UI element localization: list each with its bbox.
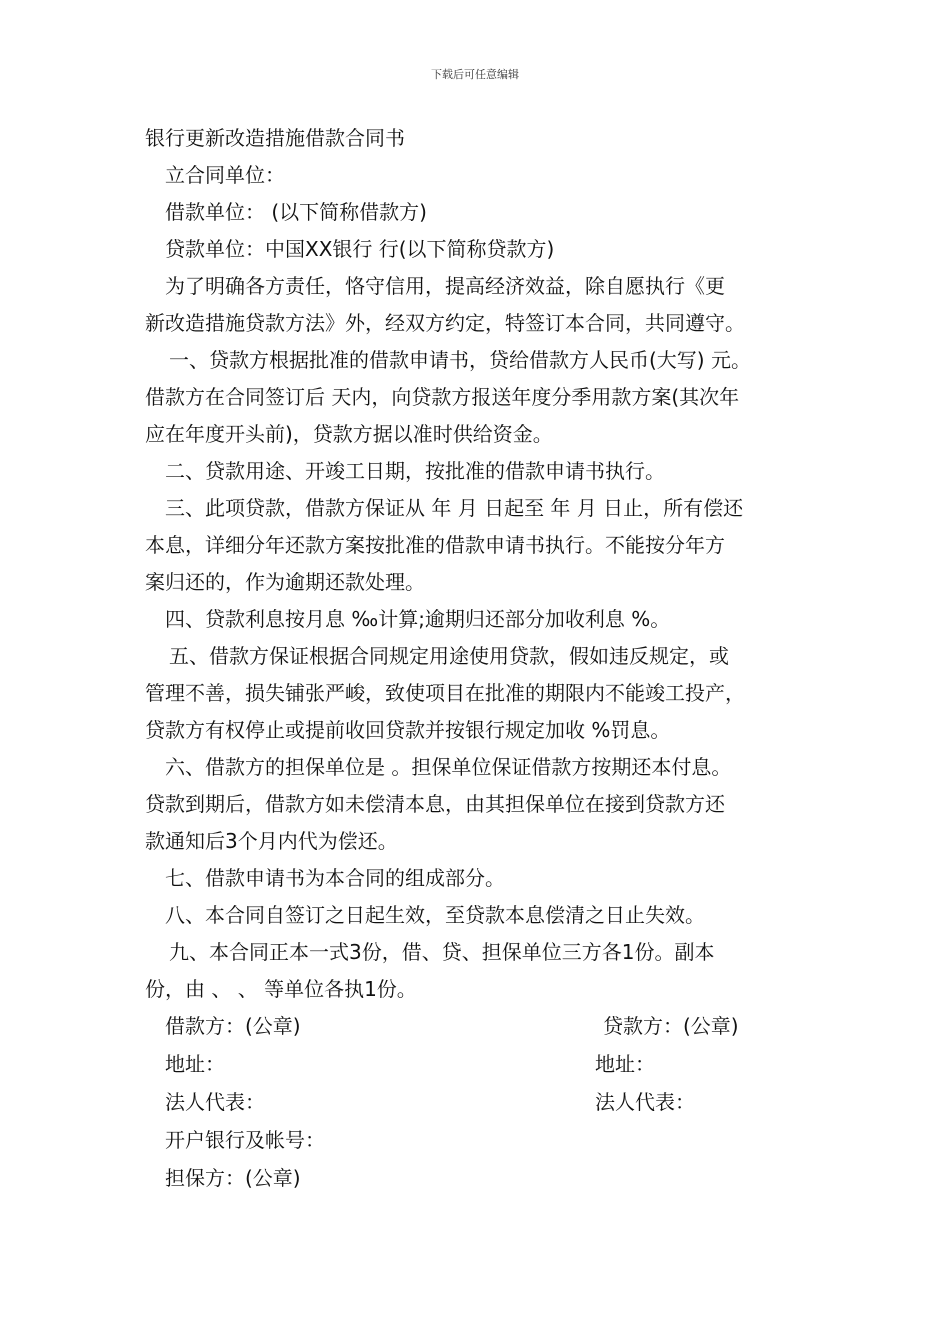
- clause-6: [145, 749, 810, 860]
- paragraph-line: 份，由 、 、 等单位各执1份。: [145, 977, 417, 1001]
- signature-row-guarantor: [145, 1160, 810, 1198]
- paragraph-line: 贷款到期后，借款方如未偿清本息，由其担保单位在接到贷款方还: [145, 792, 725, 816]
- signature-row-seals: [145, 1008, 810, 1046]
- paragraph-line: 四、贷款利息按月息 ‰计算;逾期归还部分加收利息 %。: [165, 607, 671, 631]
- lender-legal-rep-label: 法人代表：: [595, 1090, 695, 1114]
- paragraph-line: 款通知后3个月内代为偿还。: [145, 829, 398, 853]
- paragraph-line: 新改造措施贷款方法》外，经双方约定，特签订本合同，共同遵守。: [145, 311, 745, 335]
- document-title: 银行更新改造措施借款合同书: [145, 126, 405, 150]
- clause-2: [145, 453, 810, 490]
- clause-8: [145, 897, 810, 934]
- paragraph-line: 借款方在合同签订后 天内，向贷款方报送年度分季用款方案(其次年: [145, 385, 740, 409]
- lender-seal-label: 贷款方：(公章): [603, 1014, 739, 1038]
- paragraph-line: 三、此项贷款，借款方保证从 年 月 日起至 年 月 日止，所有偿还: [165, 496, 744, 520]
- signature-row-bank: [145, 1122, 810, 1160]
- paragraph-intro: [145, 268, 810, 342]
- borrower-address-label: 地址：: [165, 1052, 225, 1076]
- borrower-legal-rep-label: 法人代表：: [165, 1090, 265, 1114]
- paragraph-line: 贷款方有权停止或提前收回贷款并按银行规定加收 %罚息。: [145, 718, 671, 742]
- paragraph-line: 六、借款方的担保单位是 。担保单位保证借款方按期还本付息。: [165, 755, 732, 779]
- contract-document: [145, 120, 810, 1198]
- signature-row-legal-rep: [145, 1084, 810, 1122]
- contract-unit-line: 立合同单位：: [165, 163, 285, 187]
- clause-9: [145, 934, 810, 1008]
- paragraph-line: 七、借款申请书为本合同的组成部分。: [165, 866, 505, 890]
- paragraph-line: 五、借款方保证根据合同规定用途使用贷款，假如违反规定，或: [169, 644, 729, 668]
- guarantor-seal-label: 担保方：(公章): [165, 1166, 301, 1190]
- paragraph-line: 本息，详细分年还款方案按批准的借款申请书执行。不能按分年方: [145, 533, 725, 557]
- clause-4: [145, 601, 810, 638]
- paragraph-line: 二、贷款用途、开竣工日期，按批准的借款申请书执行。: [165, 459, 665, 483]
- clause-7: [145, 860, 810, 897]
- paragraph-line: 八、本合同自签订之日起生效，至贷款本息偿清之日止失效。: [165, 903, 705, 927]
- clause-1: [145, 342, 810, 453]
- paragraph-line: 案归还的，作为逾期还款处理。: [145, 570, 425, 594]
- borrower-line: 借款单位： (以下简称借款方): [165, 200, 427, 224]
- clause-3: [145, 490, 810, 601]
- paragraph-line: 为了明确各方责任，恪守信用，提高经济效益，除自愿执行《更: [165, 274, 725, 298]
- borrower-seal-label: 借款方：(公章): [165, 1014, 301, 1038]
- paragraph-line: 应在年度开头前)，贷款方据以准时供给资金。: [145, 422, 553, 446]
- clause-5: [145, 638, 810, 749]
- lender-address-label: 地址：: [595, 1052, 655, 1076]
- paragraph-line: 管理不善，损失铺张严峻，致使项目在批准的期限内不能竣工投产，: [145, 681, 745, 705]
- bank-account-label: 开户银行及帐号：: [165, 1128, 325, 1152]
- lender-line: 贷款单位：中国XX银行 行(以下简称贷款方): [165, 237, 555, 261]
- signature-row-address: [145, 1046, 810, 1084]
- paragraph-line: 九、本合同正本一式3份，借、贷、担保单位三方各1份。副本: [169, 940, 715, 964]
- paragraph-line: 一、贷款方根据批准的借款申请书，贷给借款方人民币(大写) 元。: [169, 348, 751, 372]
- header-note: 下载后可任意编辑: [431, 68, 519, 81]
